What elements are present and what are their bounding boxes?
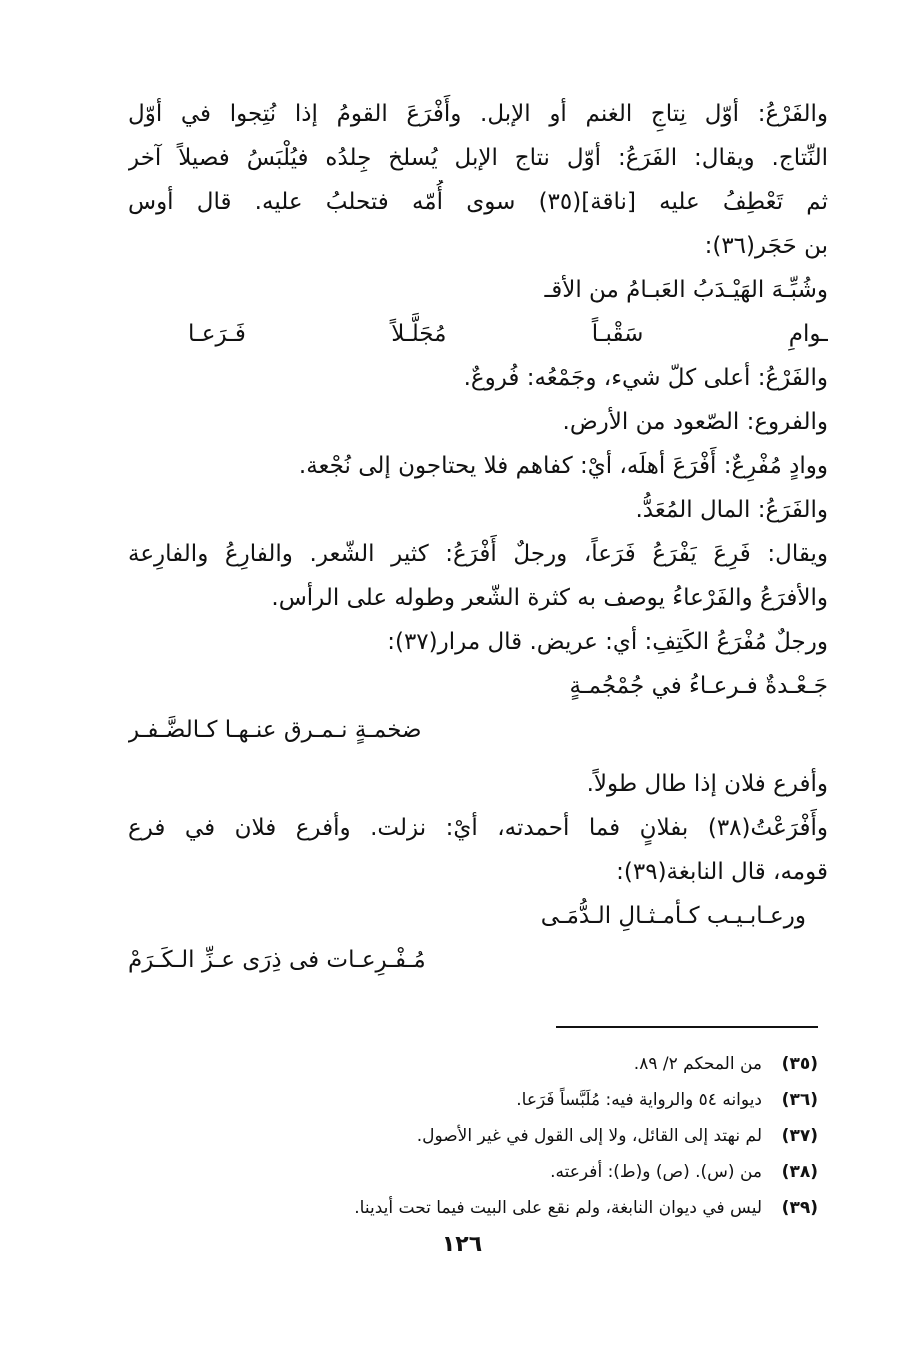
footnote-text: ليس في ديوان النابغة، ولم نقع على البيت فيما تحت أيدينا. [354, 1198, 762, 1218]
verse-line: ـوامِ سَقْبـاً مُجَلَّـلاً فَـرَعـا [188, 321, 828, 347]
verse-line: جَـعْـدةٌ فـرعـاءُ في جُمْجُمـةٍ [569, 673, 828, 699]
footnote-text: ديوانه ٥٤ والرواية فيه: مُلَبَّساً فَرَعا. [516, 1090, 762, 1110]
text-line: وأفرع فلان إذا طال طولاً. [586, 771, 828, 797]
verse-line: وشُبِّـهَ الهَيْـدَبُ العَبـامُ من الأقـ [544, 277, 828, 303]
text-line: والفروع: الصّعود من الأرض. [562, 409, 828, 435]
text-line: ورجلٌ مُفْرَعُ الكَتِفِ: أي: عريض. قال مرار(٣٧): [387, 629, 828, 655]
page-number: ١٢٦ [441, 1232, 483, 1257]
footnote-item [218, 1190, 818, 1226]
main-text [128, 92, 828, 982]
footnote-number: (٣٧) [781, 1126, 818, 1146]
footnote-number: (٣٦) [781, 1090, 818, 1110]
footnote-number: (٣٩) [781, 1198, 818, 1218]
text-line: والأفرَعُ والفَرْعاءُ يوصف به كثرة الشّعر وطوله على الرأس. [271, 585, 828, 611]
text-line: بن حَجَر(٣٦): [704, 233, 828, 259]
verse-line: مُـفْـرِعـات فى ذِرَى عـزِّ الـكَـرَمْ [128, 947, 426, 973]
text-line: النِّتاج. ويقال: الفَرَعُ: أوّل نتاج الإبل يُسلخ جِلدُه فيُلْبَسُ فصيلاً آخر [128, 145, 828, 171]
footnotes [218, 1046, 818, 1226]
text-line: ووادٍ مُفْرِعٌ: أَفْرَعَ أهلَه، أيْ: كفاهم فلا يحتاجون إلى نُجْعة. [298, 453, 828, 479]
text-line: والفَرْعُ: أوّل نِتاجِ الغنم أو الإبل. وأَفْرَعَ القومُ إذا نُتِجوا في أوّل [128, 101, 828, 127]
footnote-item [218, 1046, 818, 1082]
footnote-number: (٣٨) [781, 1162, 818, 1182]
footnote-text: من المحكم ٢/ ٨٩. [633, 1054, 762, 1074]
text-line: وأَفْرَعْتُ(٣٨) بفلانٍ فما أحمدته، أيْ: نزلت. وأفرع فلان في فرع [128, 815, 828, 841]
footnote-item [218, 1082, 818, 1118]
text-line: ثم تَعْطِفُ عليه [ناقة](٣٥) سوى أُمّه فتحلبُ عليه. قال أوس [128, 189, 828, 215]
footnote-item [218, 1118, 818, 1154]
verse-line: ضخمـةٍ نـمـرق عنـهـا كـالضَّـفـر [128, 717, 422, 743]
text-line: والفَرَعُ: المال المُعَدُّ. [635, 497, 828, 523]
text-line: قومه، قال النابغة(٣٩): [616, 859, 828, 885]
footnote-separator [556, 1026, 818, 1028]
footnote-text: من (س). (ص) و(ط): أفرعته. [550, 1162, 762, 1182]
footnote-number: (٣٥) [781, 1054, 818, 1074]
text-line: والفَرْعُ: أعلى كلّ شيء، وجَمْعُه: فُروعٌ. [463, 365, 828, 391]
footnote-item [218, 1154, 818, 1190]
footnote-text: لم نهتد إلى القائل، ولا إلى القول في غير الأصول. [416, 1126, 762, 1146]
verse-line: ورعـابـيـب كـأمـثـالِ الـدُّمَـى [540, 903, 806, 929]
text-line: ويقال: فَرِعَ يَفْرَعُ فَرَعاً، ورجلٌ أَفْرَعُ: كثير الشّعر. والفارِعُ والفارِعة [128, 541, 828, 567]
